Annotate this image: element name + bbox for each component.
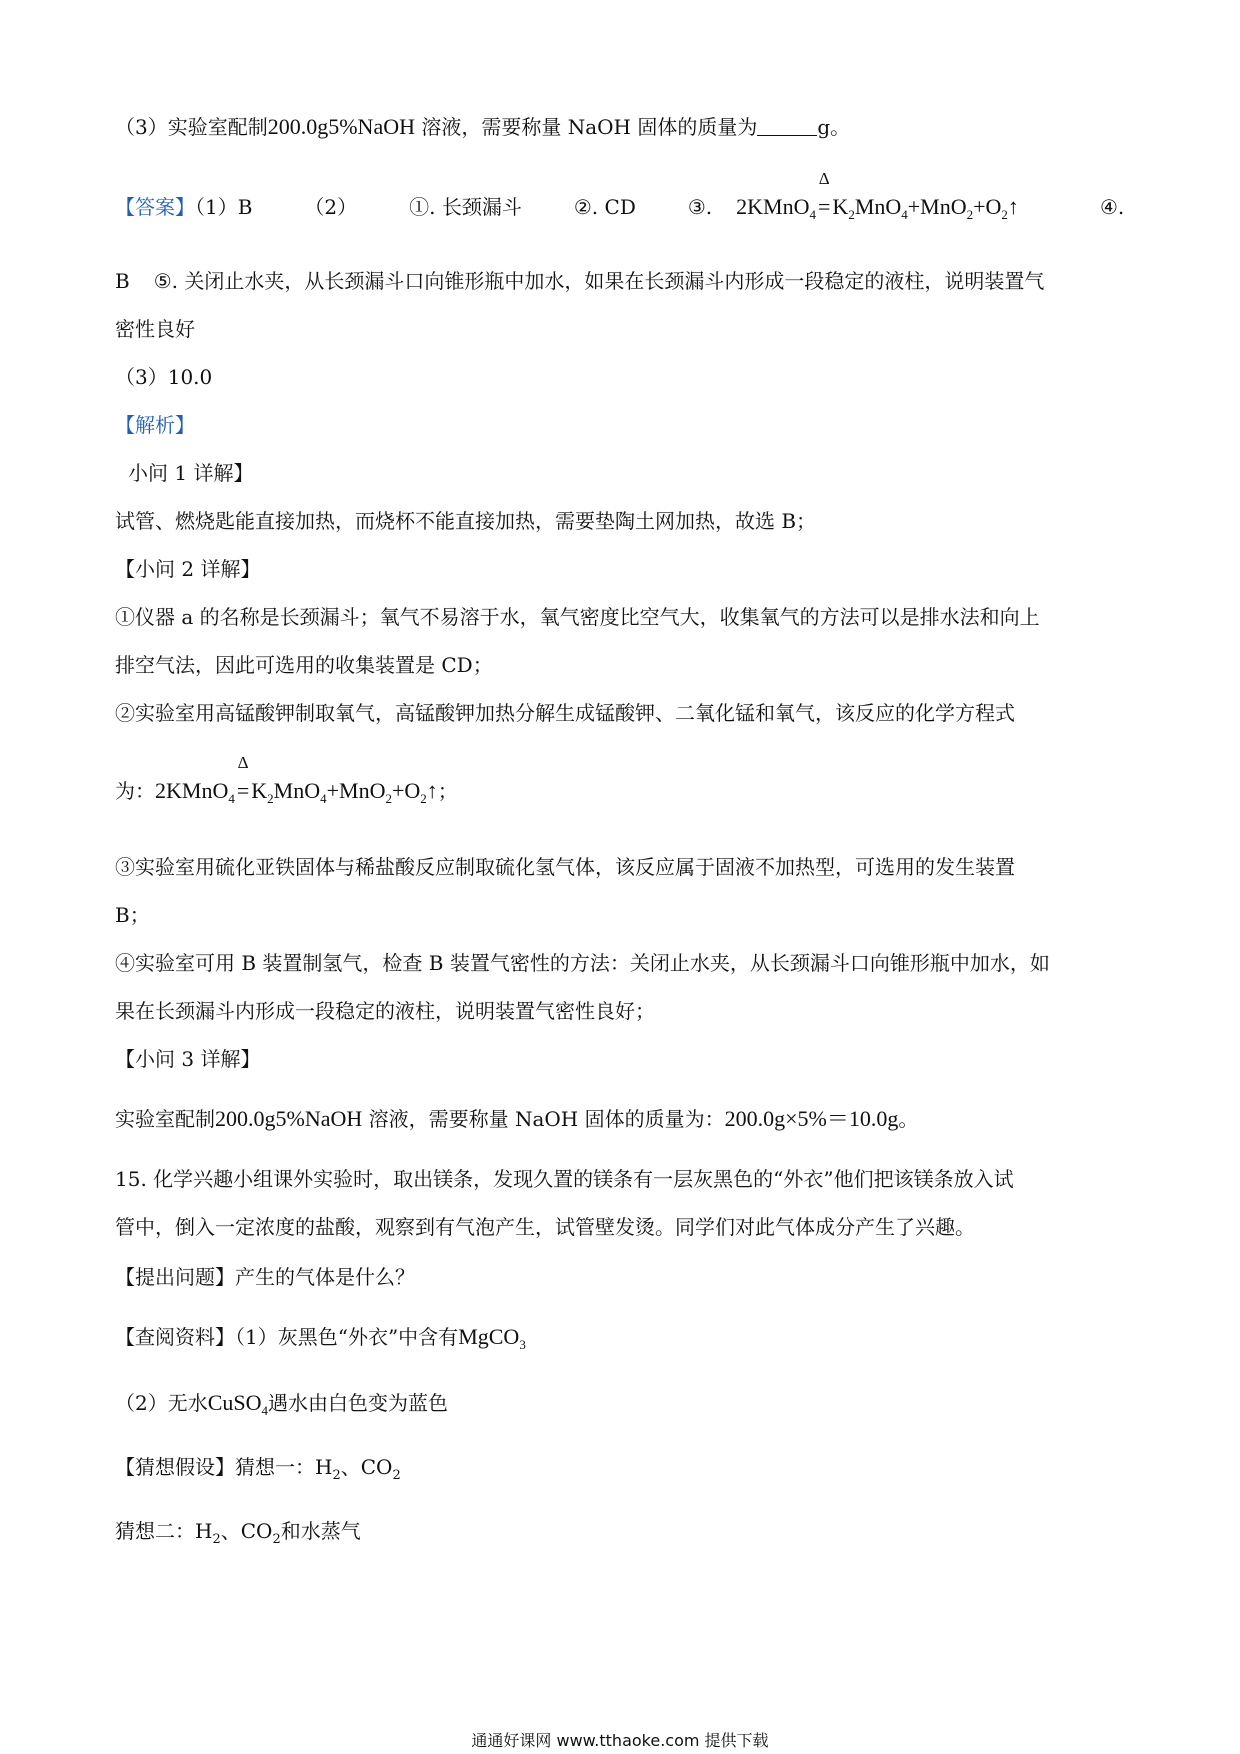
answer-line-b-cont: 密性良好 <box>115 317 195 341</box>
answer-item-4: ④. <box>1100 195 1125 219</box>
answer-line: 【答案】（1）B （2） ①. 长颈漏斗 ②. CD ③. 2KMnO$_4$ Δ $=K_2MnO_4+MnO_2+O_2↑$ <box>115 169 1019 222</box>
page-footer: 通通好课网 www.tthaoke.com 提供下载 <box>471 1731 769 1750</box>
analysis-s3-title: 【小问 3 详解】 <box>115 1047 261 1071</box>
analysis-s2-t2: 排空气法，因此可选用的收集装置是 CD； <box>115 653 493 677</box>
answer-blank <box>757 115 817 136</box>
q15-line1: 15. 化学兴趣小组课外实验时，取出镁条，发现久置的镁条有一层灰黑色的“外衣”他们把该镁条放入试 <box>115 1167 1014 1191</box>
answer-tag: 【答案】 <box>115 195 195 219</box>
q15-hypothesis-1: 【猜想假设】猜想一：$H_2$、$CO_2$ <box>115 1455 401 1483</box>
chemical-equation: 2KMnO$_4$ Δ $=K_2MnO_4+MnO_2+O_2↑$ <box>736 169 1019 222</box>
analysis-s2-t7: ④实验室可用 B 装置制氢气，检查 B 装置气密性的方法：关闭止水夹，从长颈漏斗口向锥形瓶中加水，如 <box>115 951 1050 975</box>
q15-hypothesis-2: 猜想二：$H_2$、$CO_2$和水蒸气 <box>115 1519 361 1547</box>
analysis-s1-title: 小问 1 详解】 <box>128 461 254 485</box>
analysis-s2-t8: 果在长颈漏斗内形成一段稳定的液柱，说明装置气密性良好； <box>115 999 655 1023</box>
q14-part3-line: （3）实验室配制200.0g5%NaOH 溶液，需要称量 NaOH 固体的质量为 g。 <box>115 114 851 139</box>
analysis-s3-text: 实验室配制200.0g5%NaOH 溶液，需要称量 NaOH 固体的质量为：200.0g×5%＝10.0g。 <box>115 1106 919 1131</box>
analysis-s2-t5: ③实验室用硫化亚铁固体与稀盐酸反应制取硫化氢气体，该反应属于固液不加热型，可选用的发生装置 <box>115 855 1015 879</box>
analysis-s2-t4: 为：2KMnO$_4$ Δ $=K_2MnO_4+MnO_2+O_2↑$； <box>115 753 458 806</box>
analysis-s2-t1: ①仪器 a 的名称是长颈漏斗；氧气不易溶于水，氧气密度比空气大，收集氧气的方法可以是排水法和向上 <box>115 605 1040 629</box>
analysis-s1-text: 试管、燃烧匙能直接加热，而烧杯不能直接加热，需要垫陶土网加热，故选 B； <box>115 509 817 533</box>
chemical-equation-2: 2KMnO$_4$ Δ $=K_2MnO_4+MnO_2+O_2↑$ <box>155 753 438 806</box>
answer-part3: （3）10.0 <box>115 365 213 389</box>
q15-reference-2: （2）无水CuSO$_4$遇水由白色变为蓝色 <box>115 1390 449 1418</box>
analysis-s2-t6: B； <box>115 903 150 927</box>
analysis-tag: 【解析】 <box>115 413 195 437</box>
answer-line-b: B ⑤. 关闭止水夹，从长颈漏斗口向锥形瓶中加水，如果在长颈漏斗内形成一段稳定的液柱，说明装置气 <box>115 269 1045 293</box>
q15-reference-1: 【查阅资料】（1）灰黑色“外衣”中含有MgCO$_3$ <box>115 1324 526 1352</box>
analysis-s2-t3: ②实验室用高锰酸钾制取氧气，高锰酸钾加热分解生成锰酸钾、二氧化锰和氧气，该反应的化学方程式 <box>115 701 1015 725</box>
q15-line2: 管中，倒入一定浓度的盐酸，观察到有气泡产生，试管壁发烫。同学们对此气体成分产生了兴趣。 <box>115 1215 975 1239</box>
analysis-s2-title: 【小问 2 详解】 <box>115 557 261 581</box>
q15-question: 【提出问题】产生的气体是什么？ <box>115 1265 415 1289</box>
